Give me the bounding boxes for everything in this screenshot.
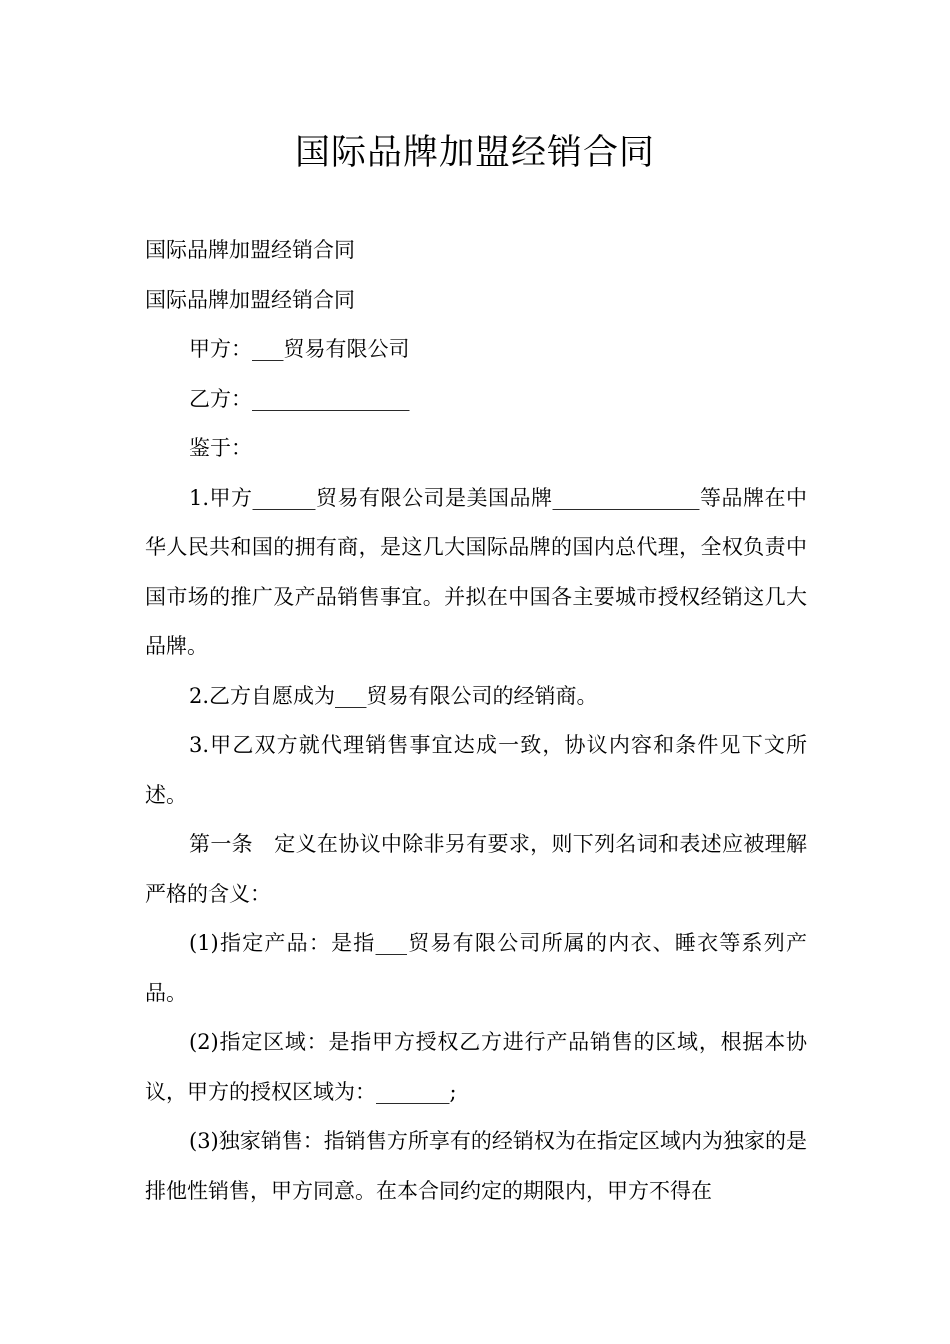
paragraph: 国际品牌加盟经销合同 (145, 287, 355, 312)
paragraph: 2.乙方自愿成为___贸易有限公司的经销商。 (189, 683, 598, 708)
paragraph: 乙方：_______________ (189, 386, 410, 411)
document-body (145, 226, 807, 1216)
paragraph: 第一条 定义在协议中除非另有要求，则下列名词和表述应被理解严格的含义： (145, 832, 807, 906)
paragraph: (3)独家销售：指销售方所享有的经销权为在指定区域内为独家的是排他性销售，甲方同意。在本合同约定的期限内，甲方不得在 (145, 1129, 807, 1203)
document-title: 国际品牌加盟经销合同 (294, 133, 655, 173)
paragraph: 国际品牌加盟经销合同 (145, 238, 355, 262)
paragraph: 鉴于： (189, 436, 252, 460)
paragraph: 1.甲方______贸易有限公司是美国品牌______________等品牌在中华人民共和国的拥有商，是这几大国际品牌的国内总代理，全权负责中国市场的推广及产品销售事宜。并拟在中国各主要城市授权经销这几大品牌。 (145, 485, 807, 658)
paragraph: (2)指定区域：是指甲方授权乙方进行产品销售的区域，根据本协议，甲方的授权区域为：_______; (145, 1030, 807, 1104)
paragraph: 3.甲乙双方就代理销售事宜达成一致，协议内容和条件见下文所述。 (145, 733, 807, 807)
paragraph: (1)指定产品：是指___贸易有限公司所属的内衣、睡衣等系列产品。 (145, 931, 807, 1005)
paragraph: 甲方：___贸易有限公司 (189, 337, 410, 361)
